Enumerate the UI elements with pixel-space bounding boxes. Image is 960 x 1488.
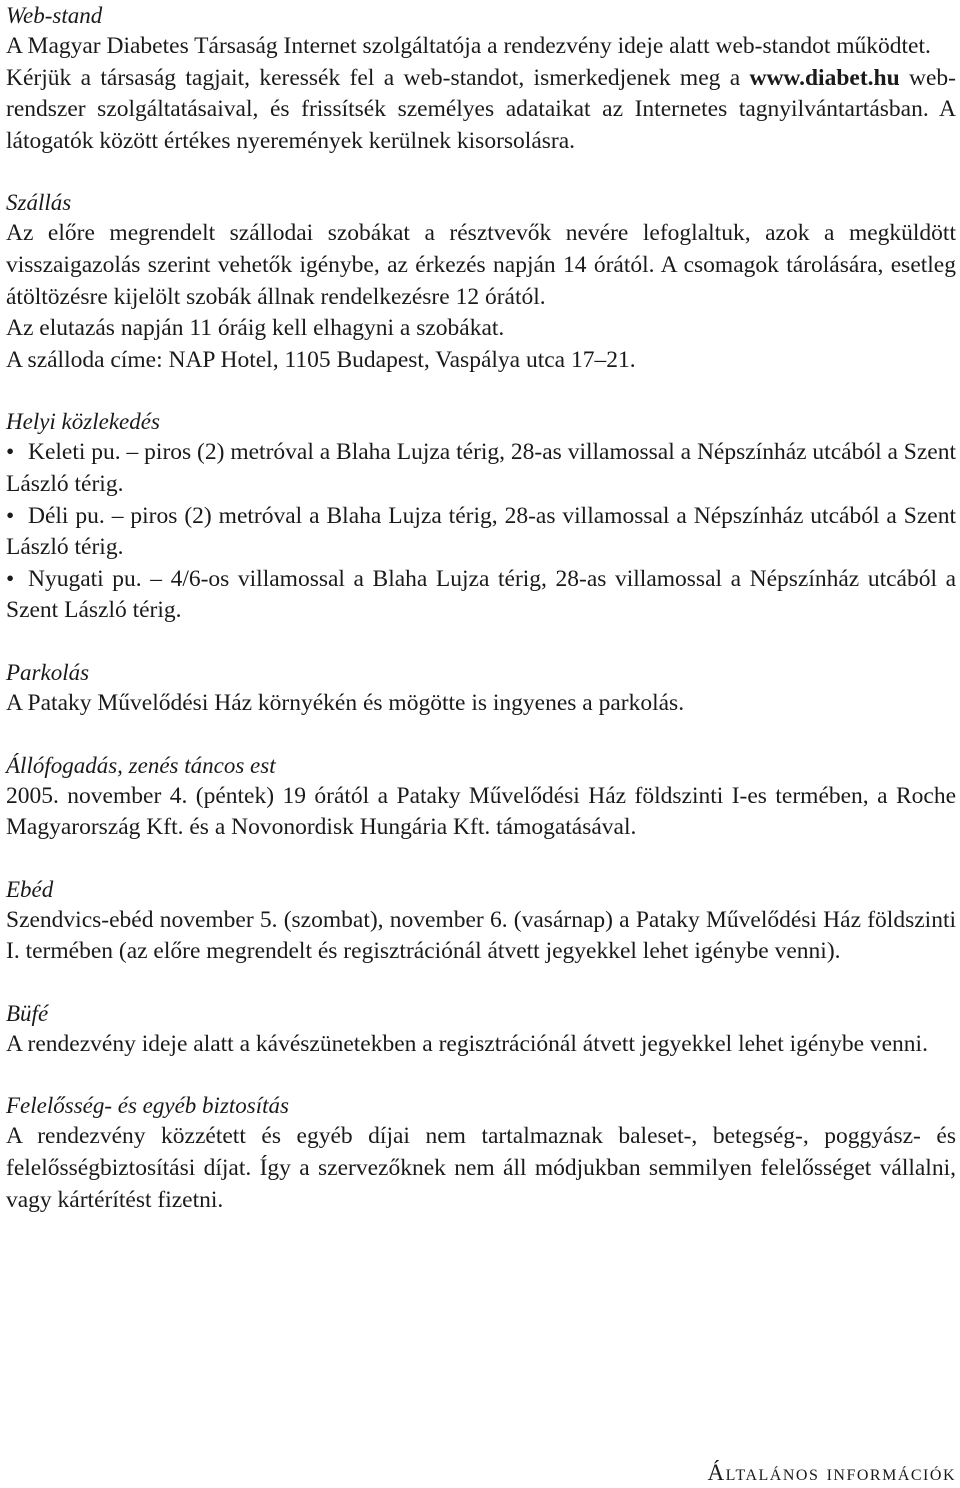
heading-bufe: Büfé: [6, 1000, 49, 1026]
heading-ebed: Ebéd: [6, 876, 54, 902]
transport-item-text: Keleti pu. – piros (2) metróval a Blaha Lujza térig, 28-as villamossal a Népszínház utcából a Szent László térig.: [6, 439, 956, 497]
transport-item-text: Déli pu. – piros (2) metróval a Blaha Lujza térig, 28-as villamossal a Népszínház utcából a Szent László térig.: [6, 502, 956, 561]
webstand-paragraph-1: A Magyar Diabetes Társaság Internet szolgáltatója a rendezvény ideje alatt web-standot működtet.: [6, 33, 931, 59]
section-szallas: [6, 187, 956, 376]
section-parkolas: [6, 657, 956, 720]
transport-item-deli: [6, 501, 956, 564]
section-ebed: [6, 874, 956, 968]
webstand-url: www.diabet.hu: [749, 64, 900, 91]
document-page: [6, 0, 956, 1246]
ebed-paragraph: Szendvics-ebéd november 5. (szombat), november 6. (vasárnap) a Pataky Művelődési Ház földszinti I. termében (az előre megrendelt és regisztrációnál átvett jegyekkel lehet igénybe venni).: [6, 906, 956, 965]
parkolas-paragraph: A Pataky Művelődési Ház környékén és mögötte is ingyenes a parkolás.: [6, 689, 685, 716]
heading-kozlekedes: Helyi közlekedés: [6, 409, 160, 435]
transport-item-text: Nyugati pu. – 4/6-os villamossal a Blaha Lujza térig, 28-as villamossal a Népszínház utcából a Szent László térig.: [6, 565, 956, 624]
heading-parkolas: Parkolás: [6, 659, 90, 685]
heading-szallas: Szállás: [6, 190, 72, 216]
bullet-icon: •: [6, 439, 15, 466]
section-biztositas: [6, 1090, 956, 1216]
section-kozlekedes: [6, 406, 956, 627]
heading-webstand: Web-stand: [6, 3, 103, 28]
biztositas-paragraph: A rendezvény közzétett és egyéb díjai nem tartalmaznak baleset-, betegség-, poggyász- és felelősségbiztosítási díjat. Így a szervezőknek nem áll módjukban semmilyen felelősséget vállalni, vagy kártérítést fizetni.: [6, 1123, 956, 1213]
webstand-text-b: web-rendszer szolgáltatásaival, és frissítsék személyes adataikat az Internetes tagnyilvántartásban. A látogatók között értékes nyeremények kerülnek kisorsolásra.: [6, 64, 956, 154]
page-footer-label: Általános információk: [707, 1460, 956, 1485]
transport-item-nyugati: [6, 564, 956, 627]
transport-item-keleti: [6, 437, 956, 500]
szallas-paragraph-2: Az elutazás napján 11 óráig kell elhagyni a szobákat.: [6, 315, 505, 342]
section-allofogadas: [6, 750, 956, 844]
heading-allofogadas: Állófogadás, zenés táncos est: [6, 752, 276, 778]
bullet-icon: •: [6, 565, 15, 592]
webstand-text-a: Kérjük a társaság tagjait, keressék fel a web-standot, ismerkedjenek meg a: [6, 64, 750, 91]
bufe-paragraph: A rendezvény ideje alatt a kávészünetekben a regisztrációnál átvett jegyekkel lehet igénybe venni.: [6, 1030, 928, 1057]
allofogadas-paragraph: 2005. november 4. (péntek) 19 órától a Pataky Művelődési Ház földszinti I-es termében, a Roche Magyarország Kft. és a Novonordisk Hungária Kft. támogatásával.: [6, 782, 956, 841]
section-webstand: [6, 0, 956, 157]
heading-biztositas: Felelősség- és egyéb biztosítás: [6, 1093, 289, 1119]
section-bufe: [6, 998, 956, 1061]
webstand-paragraph-2: [6, 63, 956, 158]
szallas-paragraph-1: Az előre megrendelt szállodai szobákat a résztvevők nevére lefoglaltuk, azok a megküldött visszaigazolás szerint vehetők igénybe, az érkezés napján 14 órától. A csomagok tárolására, esetleg átöltözésre kijelölt szobák állnak rendelkezésre 12 órától.: [6, 220, 956, 310]
szallas-address: A szálloda címe: NAP Hotel, 1105 Budapest, Vaspálya utca 17–21.: [6, 346, 636, 373]
bullet-icon: •: [6, 502, 15, 529]
